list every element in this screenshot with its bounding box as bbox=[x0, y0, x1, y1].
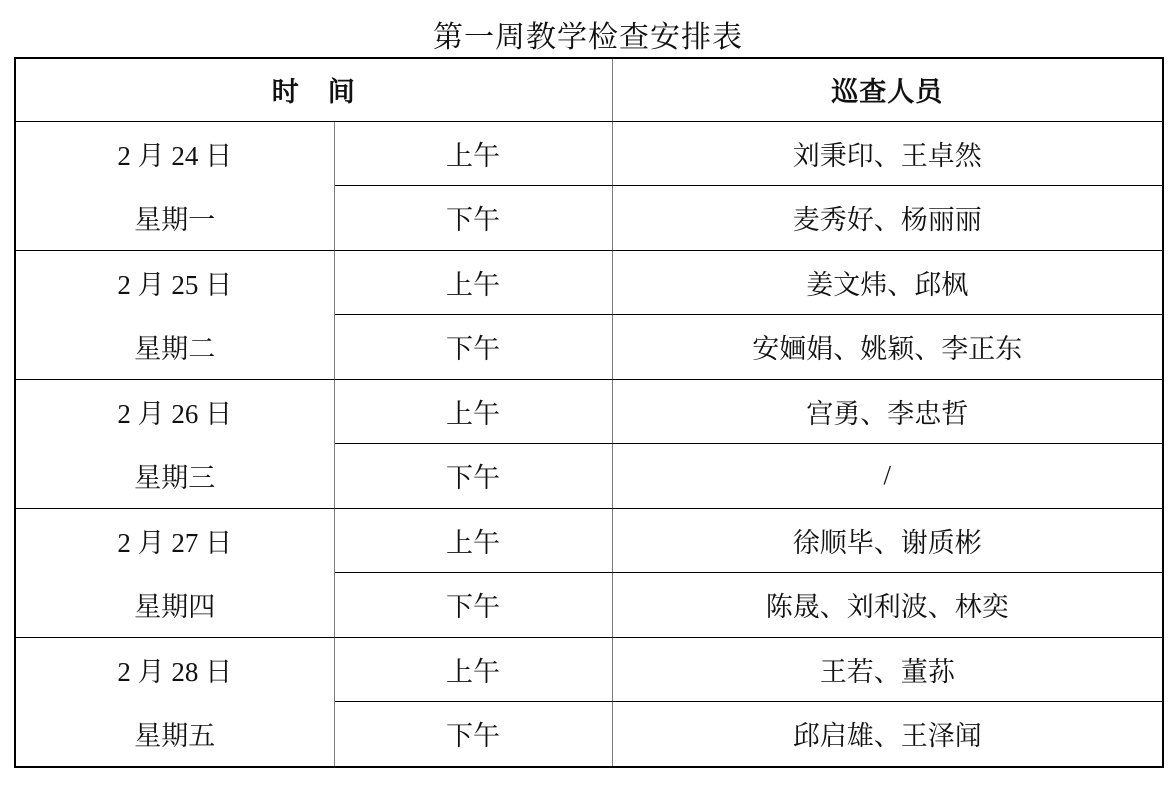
date-cell-day2 bbox=[15, 250, 334, 379]
header-inspectors-cell: 巡查人员 bbox=[612, 58, 1163, 121]
period-cell-am: 上午 bbox=[334, 508, 612, 573]
inspectors-cell-pm: 麦秀好、杨丽丽 bbox=[612, 186, 1163, 251]
page-title: 第一周教学检查安排表 bbox=[433, 21, 743, 54]
table-header-row bbox=[15, 58, 1163, 121]
date-cell-day1 bbox=[15, 121, 334, 250]
inspectors-cell-pm: 陈晟、刘利波、林奕 bbox=[612, 573, 1163, 638]
weekday-text: 星期三 bbox=[134, 463, 216, 493]
period-cell-am: 上午 bbox=[334, 250, 612, 315]
header-time-cell: 时 间 bbox=[15, 58, 612, 121]
weekday-text: 星期一 bbox=[134, 205, 216, 235]
period-cell-pm: 下午 bbox=[334, 573, 612, 638]
inspectors-cell-pm: 安婳娟、姚颖、李正东 bbox=[612, 315, 1163, 380]
date-cell-day3 bbox=[15, 379, 334, 508]
period-cell-am: 上午 bbox=[334, 637, 612, 702]
inspectors-cell-pm: / bbox=[612, 444, 1163, 509]
date-text: 2 月 28 日 bbox=[117, 657, 233, 687]
date-cell-day5 bbox=[15, 637, 334, 767]
table-row bbox=[15, 508, 1163, 573]
inspectors-cell-am: 姜文炜、邱枫 bbox=[612, 250, 1163, 315]
period-cell-pm: 下午 bbox=[334, 186, 612, 251]
table-row bbox=[15, 250, 1163, 315]
date-text: 2 月 24 日 bbox=[117, 141, 233, 171]
weekday-text: 星期五 bbox=[134, 721, 216, 751]
schedule-table bbox=[14, 57, 1164, 768]
table-row bbox=[15, 379, 1163, 444]
date-text: 2 月 26 日 bbox=[117, 399, 233, 429]
inspectors-cell-am: 刘秉印、王卓然 bbox=[612, 121, 1163, 186]
period-cell-am: 上午 bbox=[334, 121, 612, 186]
weekday-text: 星期四 bbox=[134, 592, 216, 622]
inspectors-cell-pm: 邱启雄、王泽闻 bbox=[612, 702, 1163, 767]
period-cell-pm: 下午 bbox=[334, 702, 612, 767]
weekday-text: 星期二 bbox=[134, 334, 216, 364]
table-row bbox=[15, 121, 1163, 186]
period-cell-am: 上午 bbox=[334, 379, 612, 444]
inspectors-cell-am: 王若、董荪 bbox=[612, 637, 1163, 702]
period-cell-pm: 下午 bbox=[334, 315, 612, 380]
date-text: 2 月 25 日 bbox=[117, 270, 233, 300]
inspectors-cell-am: 宫勇、李忠哲 bbox=[612, 379, 1163, 444]
inspectors-cell-am: 徐顺毕、谢质彬 bbox=[612, 508, 1163, 573]
period-cell-pm: 下午 bbox=[334, 444, 612, 509]
date-text: 2 月 27 日 bbox=[117, 528, 233, 558]
date-cell-day4 bbox=[15, 508, 334, 637]
table-row bbox=[15, 637, 1163, 702]
